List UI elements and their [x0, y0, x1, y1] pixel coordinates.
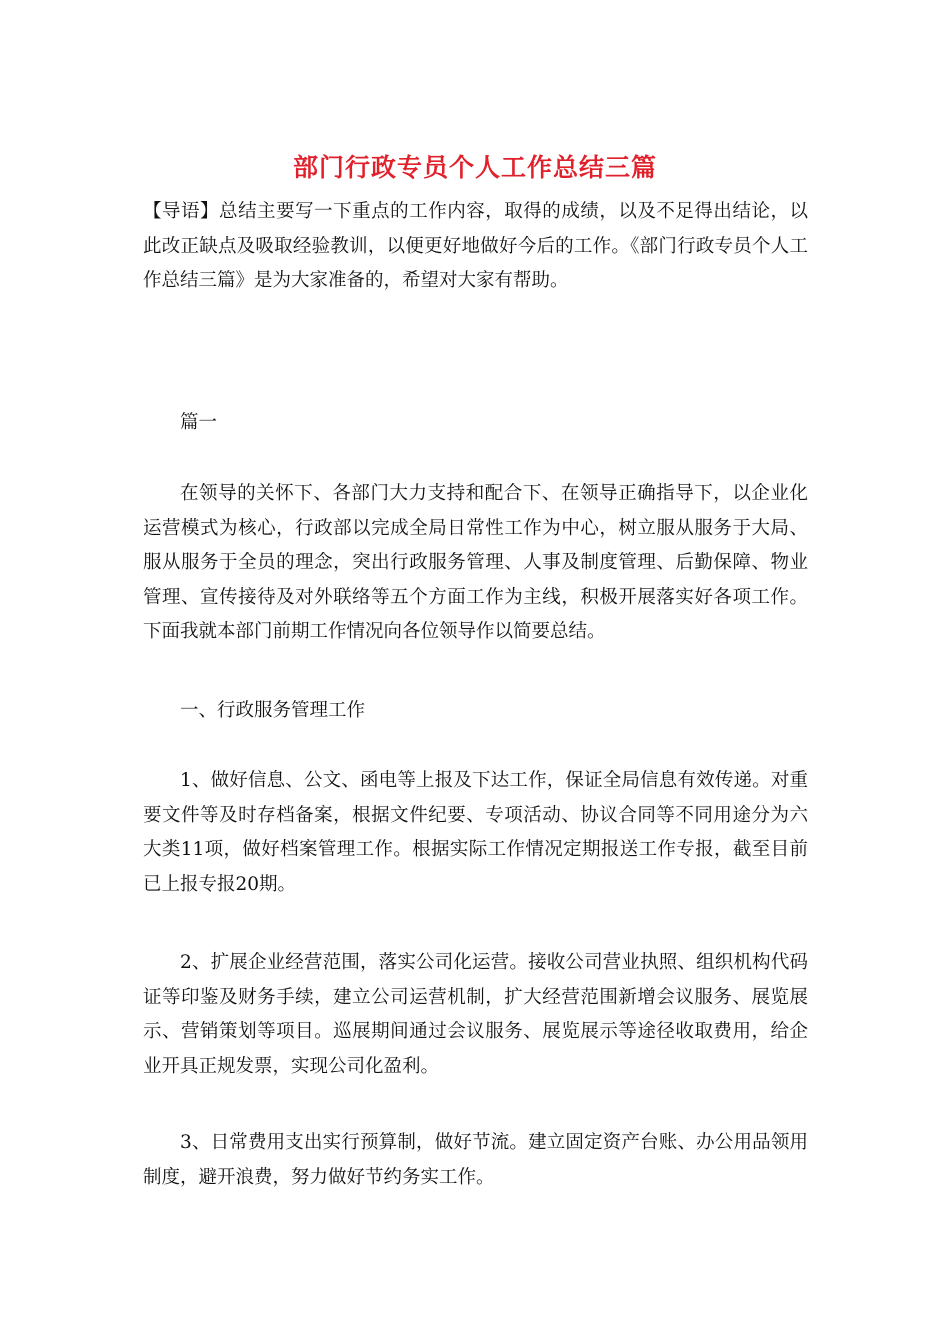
section-label: 篇一: [180, 412, 218, 433]
paragraph-lead: 在领导的关怀下、各部门大力支持和配合下、在领导正确指导下，以企业化运营模式为核心，行政部以完成全局日常性工作为中心，树立服从服务于大局、服从服务于全员的理念，突出行政服务管理、人事及制度管理、后勤保障、物业管理、宣传接待及对外联络等五个方面工作为主线，积极开展落实好各项工作。下面我就本部门前期工作情况向各位领导作以简要总结。: [143, 483, 808, 642]
intro-paragraph: 【导语】总结主要写一下重点的工作内容，取得的成绩，以及不足得出结论，以此改正缺点及吸取经验教训，以便更好地做好今后的工作。《部门行政专员个人工作总结三篇》是为大家准备的，希望对大家有帮助。: [143, 201, 808, 291]
paragraph-item-2: 2、扩展企业经营范围，落实公司化运营。接收公司营业执照、组织机构代码证等印鉴及财务手续，建立公司运营机制，扩大经营范围新增会议服务、展览展示、营销策划等项目。巡展期间通过会议服务、展览展示等途径收取费用，给企业开具正规发票，实现公司化盈利。: [143, 952, 808, 1077]
section-heading: 一、行政服务管理工作: [180, 700, 366, 721]
document-title: 部门行政专员个人工作总结三篇: [292, 153, 657, 182]
paragraph-item-1: 1、做好信息、公文、函电等上报及下达工作，保证全局信息有效传递。对重要文件等及时存档备案，根据文件纪要、专项活动、协议合同等不同用途分为六大类11项，做好档案管理工作。根据实际工作情况定期报送工作专报，截至目前已上报专报20期。: [143, 770, 808, 895]
paragraph-item-3: 3、日常费用支出实行预算制，做好节流。建立固定资产台账、办公用品领用制度，避开浪费，努力做好节约务实工作。: [143, 1132, 808, 1188]
